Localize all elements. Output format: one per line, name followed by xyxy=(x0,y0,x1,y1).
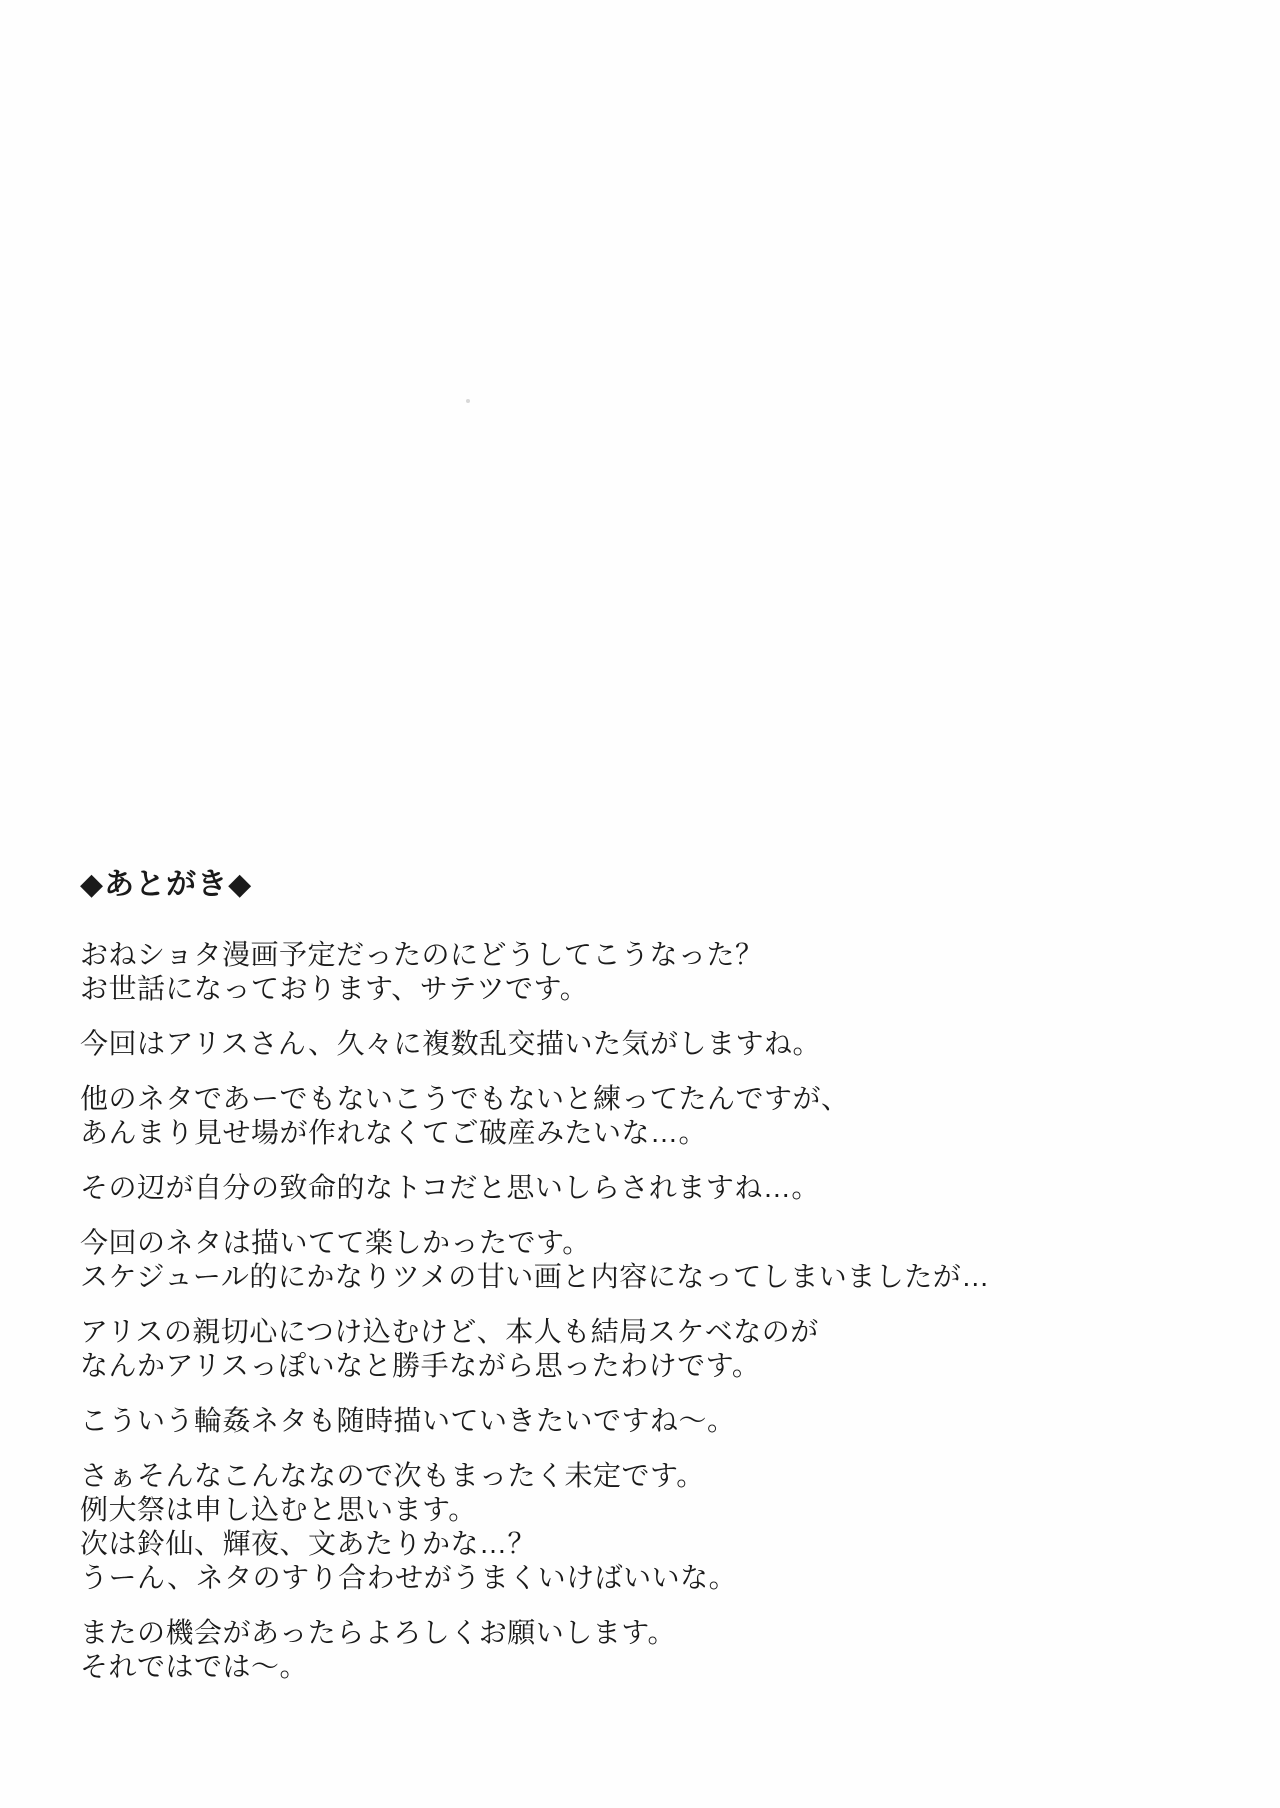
paragraph-next-plans xyxy=(80,1459,1200,1595)
text-line: 今回のネタは描いてて楽しかったです。 xyxy=(80,1227,591,1258)
paragraph-this-time xyxy=(80,1027,1200,1061)
text-line: お世話になっております、サテツです。 xyxy=(80,973,589,1004)
text-line: 例大祭は申し込むと思います。 xyxy=(80,1494,477,1525)
paragraph-future-ideas xyxy=(80,1404,1200,1438)
text-line: その辺が自分の致命的なトコだと思いしらされますね…。 xyxy=(80,1172,820,1203)
text-line: うーん、ネタのすり合わせがうまくいけばいいな。 xyxy=(80,1562,738,1593)
text-line: なんかアリスっぽいなと勝手ながら思ったわけです。 xyxy=(80,1350,761,1381)
scan-artifact-dot xyxy=(466,399,470,403)
paragraph-fun xyxy=(80,1226,1200,1294)
text-line: おねショタ漫画予定だったのにどうしてこうなった？ xyxy=(80,939,764,970)
text-line: あんまり見せ場が作れなくてご破産みたいな…。 xyxy=(80,1117,708,1148)
text-line: スケジュール的にかなりツメの甘い画と内容になってしまいましたが… xyxy=(80,1261,990,1292)
text-line: 次は鈴仙、輝夜、文あたりかな…？ xyxy=(80,1528,537,1559)
paragraph-greeting xyxy=(80,938,1200,1006)
afterword-title: ◆あとがき◆ xyxy=(80,868,253,901)
text-line: またの機会があったらよろしくお願いします。 xyxy=(80,1617,676,1648)
text-line: それではでは～。 xyxy=(80,1651,309,1682)
text-line: 今回はアリスさん、久々に複数乱交描いた気がしますね。 xyxy=(80,1028,822,1059)
text-line: アリスの親切心につけ込むけど、本人も結局スケベなのが xyxy=(80,1316,819,1347)
text-line: 他のネタであーでもないこうでもないと練ってたんですが、 xyxy=(80,1083,850,1114)
text-line: こういう輪姦ネタも随時描いていきたいですね～。 xyxy=(80,1405,736,1436)
paragraph-other-ideas xyxy=(80,1082,1200,1150)
paragraph-alice xyxy=(80,1315,1200,1383)
paragraph-weakness xyxy=(80,1171,1200,1205)
afterword-content xyxy=(80,868,1200,1705)
paragraph-farewell xyxy=(80,1616,1200,1684)
text-line: さぁそんなこんななので次もまったく未定です。 xyxy=(80,1460,705,1491)
